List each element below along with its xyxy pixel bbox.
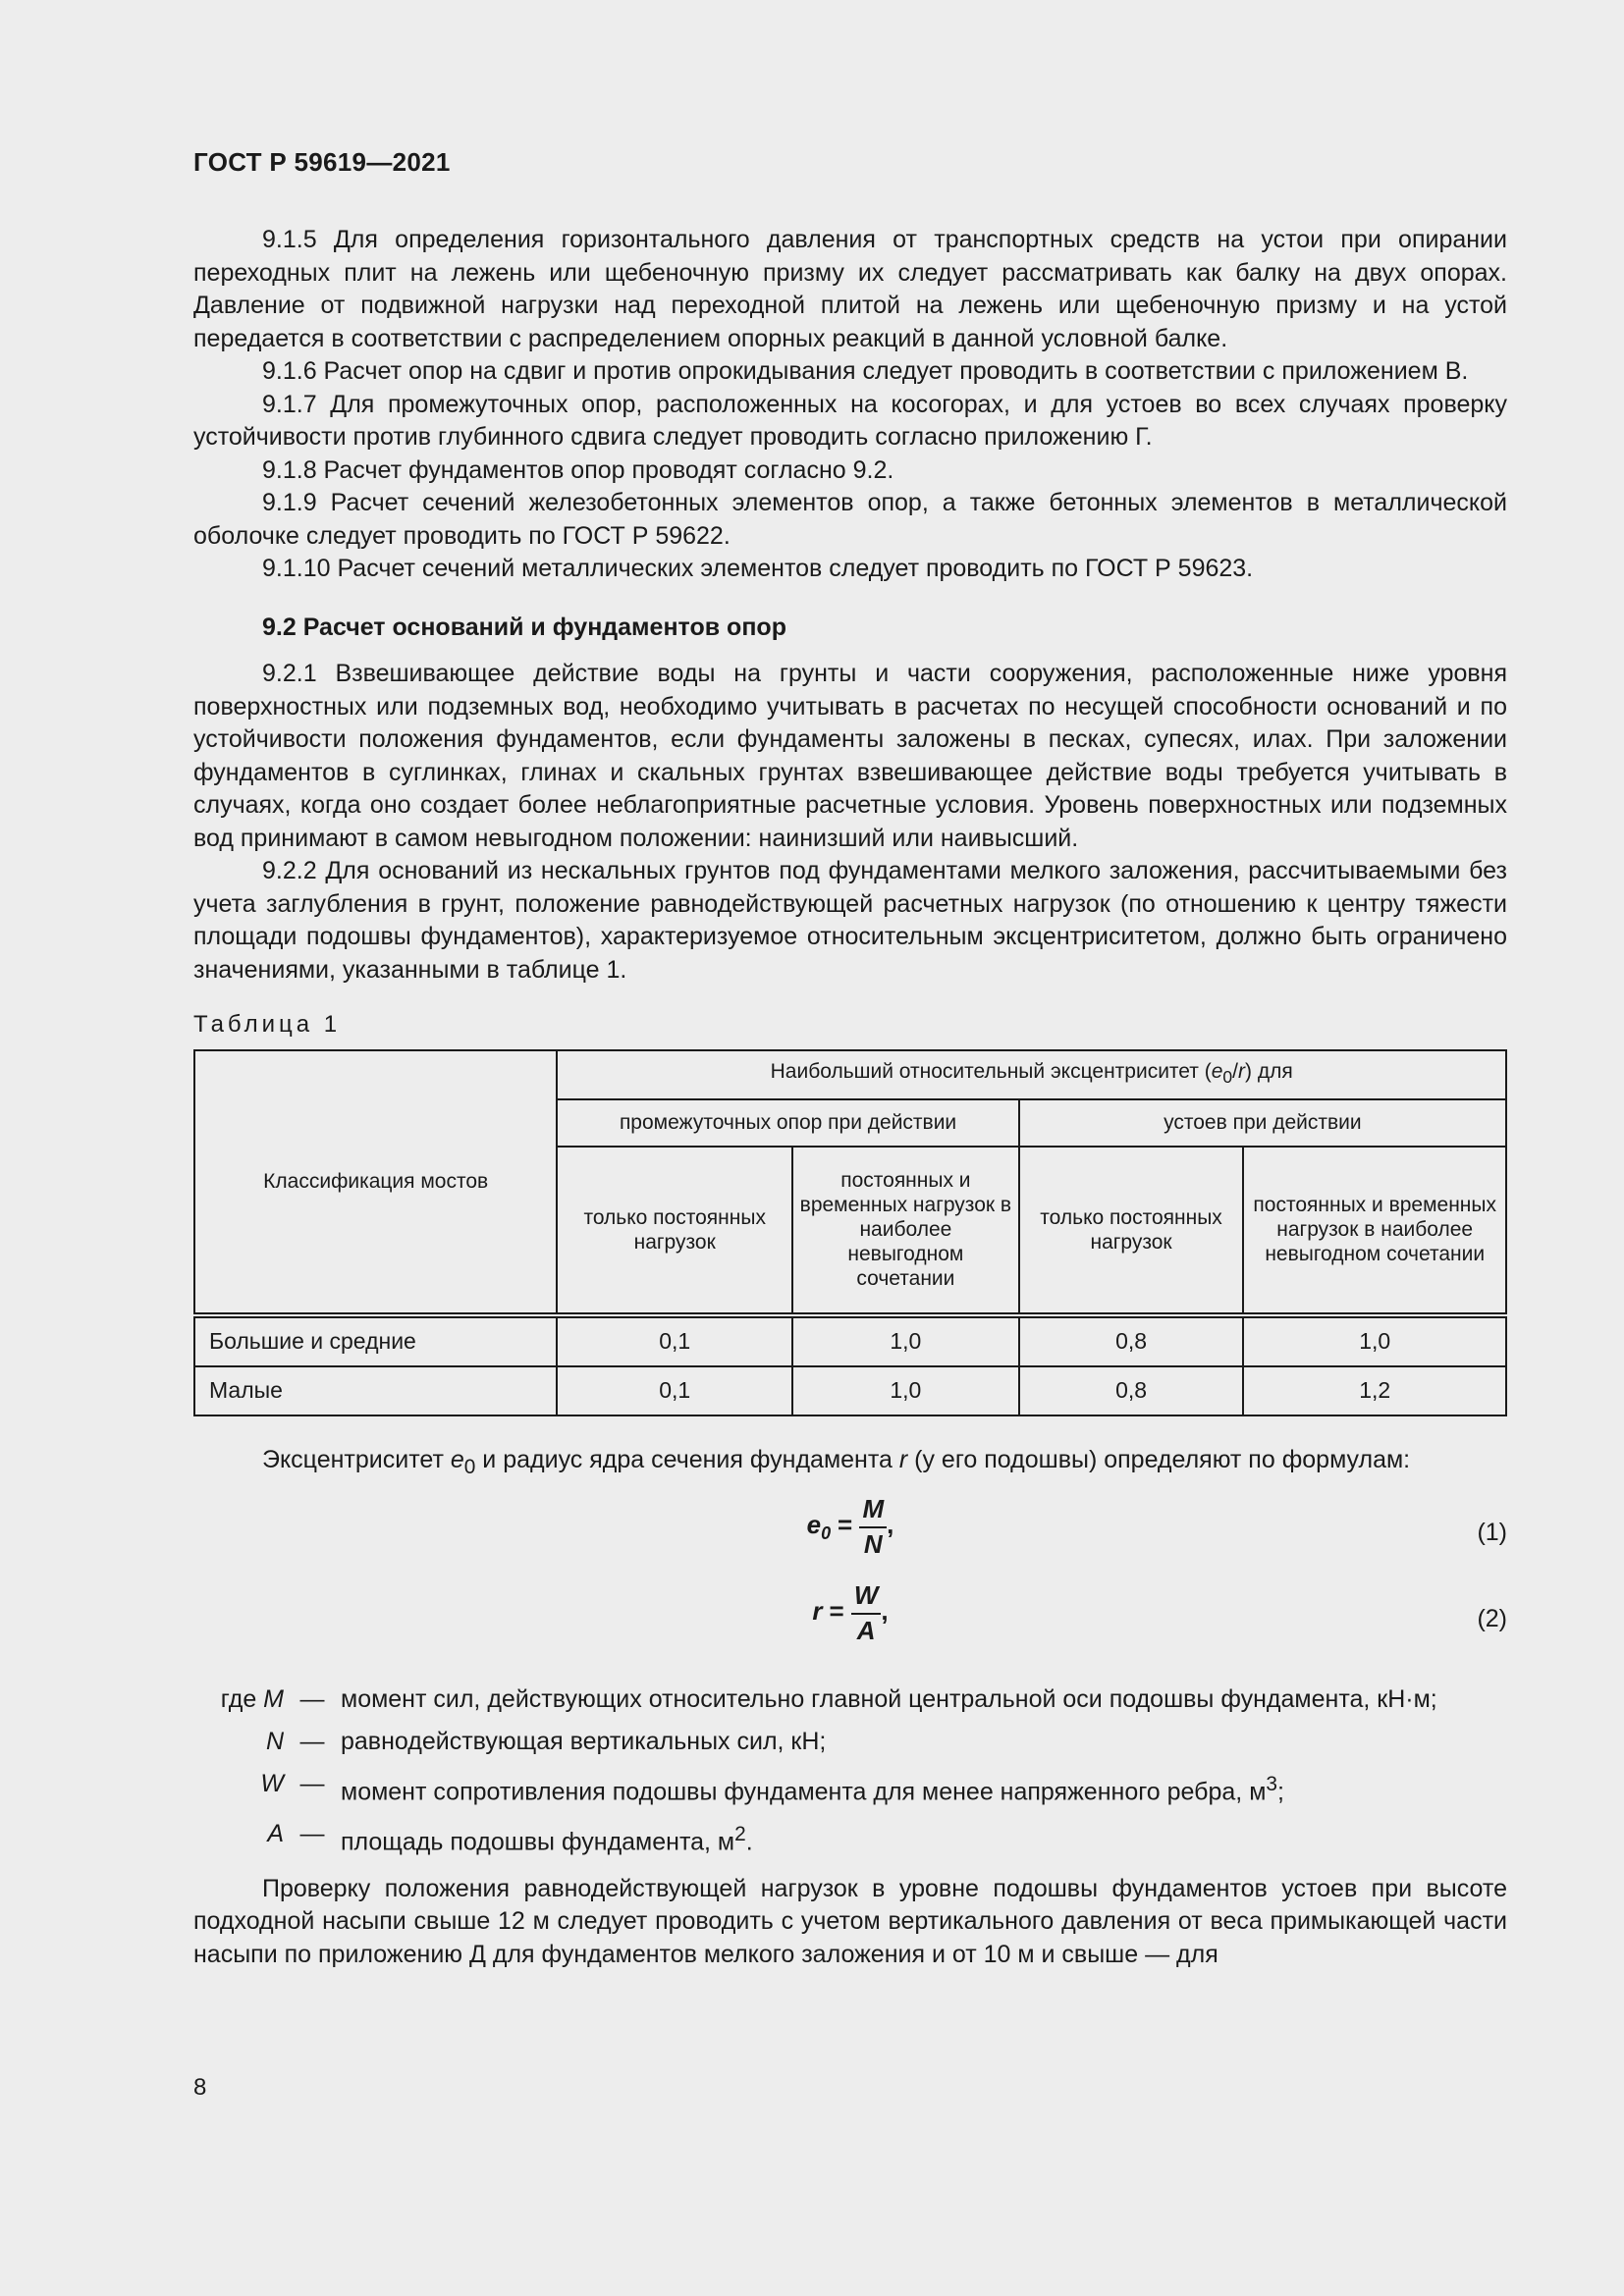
cell-value: 1,0 — [792, 1315, 1019, 1366]
group-header-intermediate: промежуточных опор при действии — [557, 1099, 1018, 1147]
definition-item: где M — момент сил, действующих относительно главной центральной оси подошвы фундамента, кН·м; — [220, 1685, 1437, 1713]
definition-item: N — равнодействующая вертикальных сил, кН; — [265, 1728, 827, 1755]
row-label: Малые — [194, 1366, 557, 1415]
page-number: 8 — [193, 2074, 207, 2101]
top-header: Наибольший относительный эксцентриситет $(e_0/r)$ для — [557, 1050, 1506, 1099]
document-body — [193, 224, 1507, 1971]
col-header-3: только постоянных нагрузок — [1019, 1147, 1244, 1315]
paragraph-9-1-8: 9.1.8 Расчет фундаментов опор проводят согласно 9.2. — [262, 455, 894, 484]
formula-2: r = $\frac{W}{A}$ , (2) — [193, 1579, 1507, 1662]
cell-value: 1,0 — [792, 1366, 1019, 1415]
paragraph-9-1-10: 9.1.10 Расчет сечений металлических элементов следует проводить по ГОСТ Р 59623. — [262, 555, 1254, 582]
table-header-row — [194, 1050, 1506, 1099]
cell-value: 1,2 — [1243, 1366, 1506, 1415]
row-label: Большие и средние — [194, 1315, 557, 1366]
group-header-abutments: устоев при действии — [1019, 1099, 1506, 1147]
formula-2-lhs: r — [812, 1596, 823, 1627]
col-header-1: только постоянных нагрузок — [557, 1147, 792, 1315]
table-row — [194, 1315, 1506, 1366]
cell-value: 0,8 — [1019, 1315, 1244, 1366]
eccentricity-table — [193, 1049, 1507, 1416]
corner-header: Классификация мостов — [194, 1050, 557, 1315]
formula-1: $e_0$ = $\frac{M}{N}$ , (1) — [193, 1493, 1507, 1575]
col-header-2: постоянных и временных нагрузок в наиболее невыгодном сочетании — [792, 1147, 1019, 1315]
formula-2-number: (2) — [1477, 1605, 1507, 1632]
document-header: ГОСТ Р 59619—2021 — [193, 147, 451, 177]
paragraph-9-2-2: 9.2.2 Для оснований из нескальных грунтов под фундаментами мелкого заложения, рассчитываемыми без учета заглубления в грунт, положение равнодействующей расчетных нагрузок (по отношению к центру тяжести площади подошвы фундаментов), характеризуемое относительным эксцентриситетом, должно быть ограничено значениями, указанными в таблице 1. — [193, 857, 1507, 984]
cell-value: 1,0 — [1243, 1315, 1506, 1366]
cell-value: 0,1 — [557, 1366, 792, 1415]
formula-1-number: (1) — [1477, 1519, 1507, 1546]
table-row — [194, 1366, 1506, 1415]
formula-2-fraction: $\frac{W}{A}$ — [851, 1579, 882, 1647]
cell-value: 0,1 — [557, 1315, 792, 1366]
paragraph-9-1-7: 9.1.7 Для промежуточных опор, расположенных на косогорах, и для устоев во всех случаях проверку устойчивости против глубинного сдвига следует проводить согласно приложению Г. — [193, 390, 1507, 451]
formula-1-lhs: $e_0$ — [806, 1510, 832, 1544]
formula-intro: Эксцентриситет $e_0$ и радиус ядра сечения фундамента r (у его подошвы) определяют по формулам: — [262, 1445, 1411, 1478]
paragraph-9-1-6: 9.1.6 Расчет опор на сдвиг и против опрокидывания следует проводить в соответствии с приложением В. — [262, 357, 1469, 385]
definition-item: W — момент сопротивления подошвы фундамента для менее напряженного ребра, $м^3$; — [260, 1770, 1284, 1806]
table-caption: Таблица 1 — [193, 1011, 342, 1038]
paragraph-9-2-1: 9.2.1 Взвешивающее действие воды на грунты и части сооружения, расположенные ниже уровня поверхностных или подземных вод, необходимо учитывать в расчетах по несущей способности оснований и по устойчивости положения фундаментов, если фундаменты заложены в песках, супесях, илах. При заложении фундаментов в суглинках, глинах и скальных грунтах взвешивающее действие воды требуется учитывать в случаях, когда оно создает более неблагоприятные расчетные условия. Уровень поверхностных или подземных вод принимают в самом невыгодном положении: наинизший или наивысший. — [193, 660, 1507, 852]
variable-definitions — [193, 1683, 1507, 1859]
formula-1-fraction: $\frac{M}{N}$ — [859, 1493, 887, 1561]
final-paragraph: Проверку положения равнодействующей нагрузок в уровне подошвы фундаментов устоев при высоте подходной насыпи свыше 12 м следует проводить с учетом вертикального давления от веса примыкающей части насыпи по приложению Д для фундаментов мелкого заложения и от 10 м и свыше — для — [193, 1874, 1507, 1968]
col-header-4: постоянных и временных нагрузок в наиболее невыгодном сочетании — [1243, 1147, 1506, 1315]
cell-value: 0,8 — [1019, 1366, 1244, 1415]
section-title: 9.2 Расчет оснований и фундаментов опор — [262, 613, 786, 641]
definition-item: A — площадь подошвы фундамента, $м^2$. — [267, 1820, 753, 1856]
paragraph-9-1-5: 9.1.5 Для определения горизонтального давления от транспортных средств на устои при опирании переходных плит на лежень или щебеночную призму их следует рассматривать как балку на двух опорах. Давление от подвижной нагрузки над переходной плитой на лежень или щебеночную призму и на устой передается в соответствии с распределением опорных реакций в данной условной балке. — [193, 226, 1507, 352]
paragraph-9-1-9: 9.1.9 Расчет сечений железобетонных элементов опор, а также бетонных элементов в металлической оболочке следует проводить по ГОСТ Р 59622. — [193, 489, 1507, 550]
